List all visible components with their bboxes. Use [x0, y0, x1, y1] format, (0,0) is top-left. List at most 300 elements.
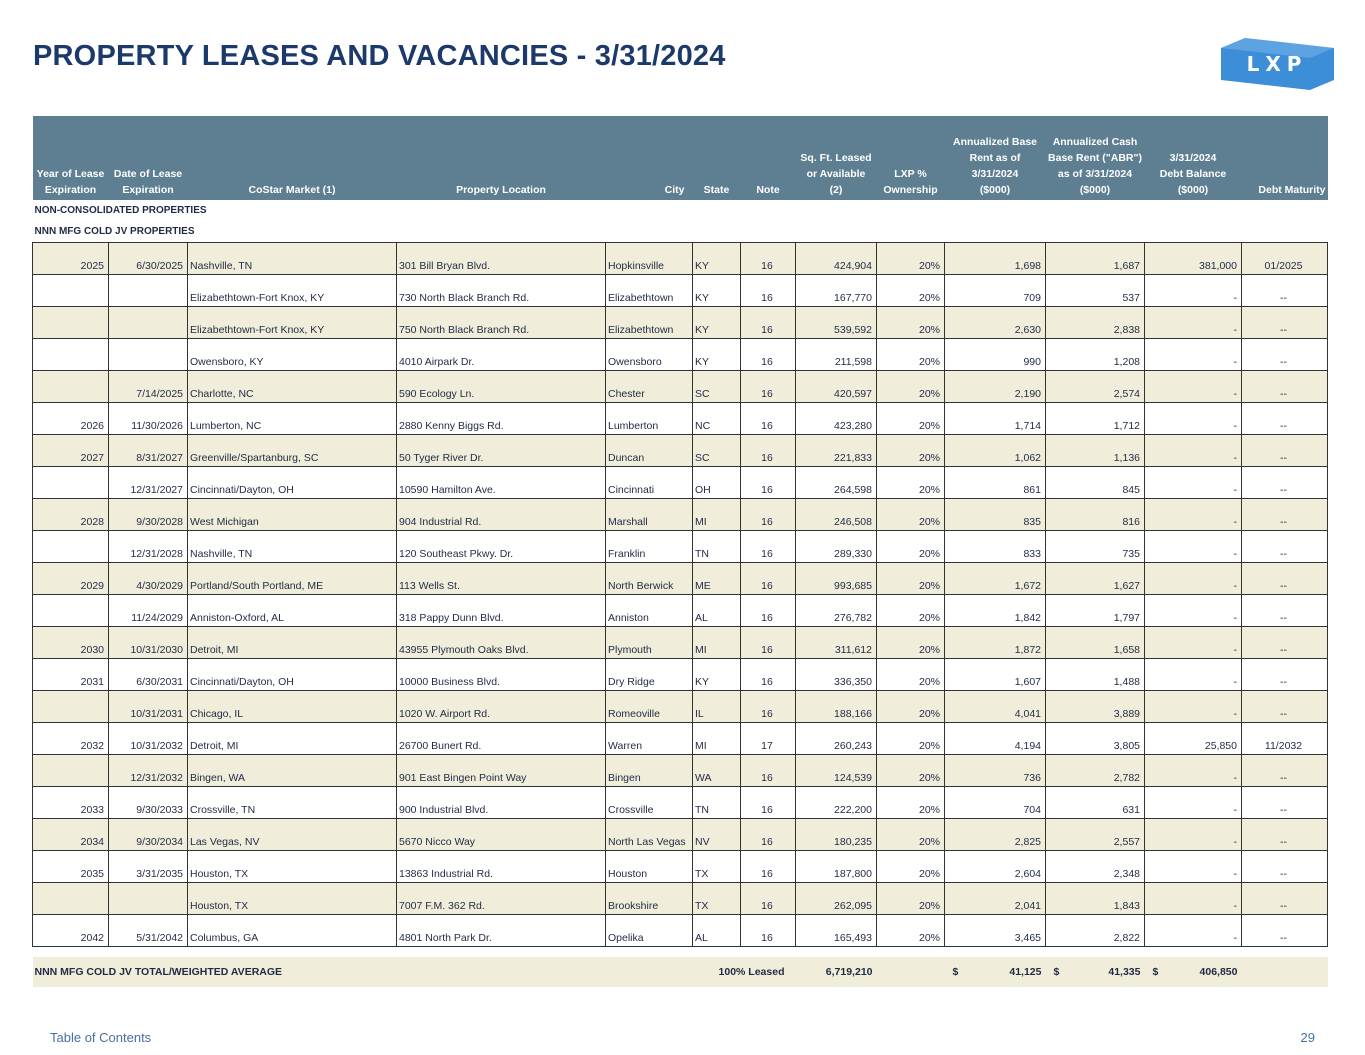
cell-note: 16: [741, 243, 796, 275]
table-row: [33, 659, 1328, 691]
cell-state: TX: [693, 851, 741, 883]
cell-property-location: 5670 Nicco Way: [397, 819, 606, 851]
cell-cash-abr: 2,822: [1046, 915, 1145, 947]
col-header-date: [109, 116, 188, 200]
cell-abr: 1,062: [945, 435, 1046, 467]
cell-costar-market: Detroit, MI: [188, 723, 397, 755]
cell-costar-market: Anniston-Oxford, AL: [188, 595, 397, 627]
cell-costar-market: Charlotte, NC: [188, 371, 397, 403]
table-row: [33, 595, 1328, 627]
cell-cash-abr: 1,658: [1046, 627, 1145, 659]
cell-note: 16: [741, 659, 796, 691]
cell-debt-balance: -: [1145, 851, 1242, 883]
cell-note: 16: [741, 499, 796, 531]
cell-city: Hopkinsville: [606, 243, 693, 275]
cell-lease-year: 2031: [33, 659, 109, 691]
cell-costar-market: Columbus, GA: [188, 915, 397, 947]
subsection-row: [33, 221, 1328, 243]
cell-ownership: 20%: [877, 851, 945, 883]
col-header-sqft: [796, 116, 877, 200]
table-row: [33, 339, 1328, 371]
cell-ownership: 20%: [877, 243, 945, 275]
cell-property-location: 120 Southeast Pkwy. Dr.: [397, 531, 606, 563]
cell-property-location: 10000 Business Blvd.: [397, 659, 606, 691]
cell-cash-abr: 2,782: [1046, 755, 1145, 787]
cell-sq-ft: 165,493: [796, 915, 877, 947]
cell-lease-date: 12/31/2027: [109, 467, 188, 499]
cell-cash-abr: 816: [1046, 499, 1145, 531]
cell-property-location: 10590 Hamilton Ave.: [397, 467, 606, 499]
col-header-ownership: [877, 116, 945, 200]
cell-state: KY: [693, 659, 741, 691]
cell-debt-balance: -: [1145, 563, 1242, 595]
cell-debt-balance: 381,000: [1145, 243, 1242, 275]
cell-lease-year: [33, 307, 109, 339]
cell-property-location: 901 East Bingen Point Way: [397, 755, 606, 787]
cell-property-location: 590 Ecology Ln.: [397, 371, 606, 403]
cell-debt-maturity: --: [1242, 531, 1328, 563]
cell-state: OH: [693, 467, 741, 499]
cell-costar-market: Greenville/Spartanburg, SC: [188, 435, 397, 467]
cell-note: 16: [741, 627, 796, 659]
cell-debt-balance: -: [1145, 915, 1242, 947]
cell-debt-maturity: 01/2025: [1242, 243, 1328, 275]
cell-sq-ft: 180,235: [796, 819, 877, 851]
cell-costar-market: Elizabethtown-Fort Knox, KY: [188, 307, 397, 339]
cell-debt-balance: -: [1145, 883, 1242, 915]
header-line: Annualized Cash: [1052, 136, 1138, 148]
cell-state: ME: [693, 563, 741, 595]
header-line: Debt Maturity: [1258, 184, 1326, 196]
cell-city: Crossville: [606, 787, 693, 819]
cell-property-location: 301 Bill Bryan Blvd.: [397, 243, 606, 275]
cell-city: Dry Ridge: [606, 659, 693, 691]
col-header-abr: [945, 116, 1046, 200]
cell-state: AL: [693, 915, 741, 947]
table-of-contents-link[interactable]: Table of Contents: [50, 1030, 152, 1045]
cell-debt-maturity: --: [1242, 339, 1328, 371]
table-row: [33, 371, 1328, 403]
total-abr-cell: [945, 957, 1046, 987]
header-line: 3/31/2024: [1169, 152, 1217, 164]
table-row: [33, 243, 1328, 275]
cell-costar-market: Las Vegas, NV: [188, 819, 397, 851]
cell-costar-market: Nashville, TN: [188, 531, 397, 563]
cell-note: 16: [741, 595, 796, 627]
header-line: Expiration: [44, 184, 97, 196]
cell-ownership: 20%: [877, 723, 945, 755]
cell-lease-date: [109, 307, 188, 339]
cell-lease-year: 2034: [33, 819, 109, 851]
cell-state: TN: [693, 787, 741, 819]
cell-abr: 2,630: [945, 307, 1046, 339]
table-row: [33, 723, 1328, 755]
table-header-row: [33, 116, 1328, 200]
cell-state: KY: [693, 339, 741, 371]
cell-sq-ft: 276,782: [796, 595, 877, 627]
cell-lease-year: [33, 755, 109, 787]
table-row: [33, 915, 1328, 947]
cell-debt-maturity: --: [1242, 851, 1328, 883]
table-row: [33, 563, 1328, 595]
cell-note: 16: [741, 691, 796, 723]
cell-property-location: 50 Tyger River Dr.: [397, 435, 606, 467]
cell-lease-year: [33, 339, 109, 371]
cell-cash-abr: 3,805: [1046, 723, 1145, 755]
cell-lease-date: 10/31/2032: [109, 723, 188, 755]
col-header-year: [33, 116, 109, 200]
cell-ownership: 20%: [877, 307, 945, 339]
table-row: [33, 307, 1328, 339]
cell-abr: 1,672: [945, 563, 1046, 595]
header-line: Ownership: [883, 184, 938, 196]
cell-property-location: 4010 Airpark Dr.: [397, 339, 606, 371]
header-line: Base Rent ("ABR"): [1048, 152, 1142, 164]
cell-sq-ft: 167,770: [796, 275, 877, 307]
cell-lease-year: 2033: [33, 787, 109, 819]
cell-city: Franklin: [606, 531, 693, 563]
cell-lease-date: 6/30/2025: [109, 243, 188, 275]
cell-lease-date: 11/24/2029: [109, 595, 188, 627]
cell-debt-balance: -: [1145, 755, 1242, 787]
cell-lease-date: 10/31/2030: [109, 627, 188, 659]
cell-ownership: 20%: [877, 595, 945, 627]
cell-state: SC: [693, 435, 741, 467]
section-label: NON-CONSOLIDATED PROPERTIES: [33, 200, 1328, 221]
cell-note: 16: [741, 787, 796, 819]
cell-debt-balance: -: [1145, 467, 1242, 499]
col-header-state: [693, 116, 741, 200]
cell-note: 16: [741, 307, 796, 339]
cell-lease-date: [109, 275, 188, 307]
cell-lease-year: [33, 531, 109, 563]
cell-note: 16: [741, 467, 796, 499]
cell-sq-ft: 423,280: [796, 403, 877, 435]
cell-sq-ft: 311,612: [796, 627, 877, 659]
cell-lease-year: 2035: [33, 851, 109, 883]
cell-lease-date: 9/30/2033: [109, 787, 188, 819]
cell-cash-abr: 735: [1046, 531, 1145, 563]
cell-debt-balance: -: [1145, 627, 1242, 659]
cell-lease-date: 4/30/2029: [109, 563, 188, 595]
cell-sq-ft: 262,095: [796, 883, 877, 915]
cell-note: 16: [741, 883, 796, 915]
total-leased-text: 100% Leased: [718, 966, 785, 978]
col-header-note: [741, 116, 796, 200]
cell-lease-year: 2030: [33, 627, 109, 659]
cell-lease-year: [33, 275, 109, 307]
cell-cash-abr: 1,843: [1046, 883, 1145, 915]
header-line: Property Location: [456, 184, 546, 196]
cell-lease-date: 12/31/2028: [109, 531, 188, 563]
table-row: [33, 755, 1328, 787]
cell-debt-maturity: --: [1242, 691, 1328, 723]
cell-property-location: 2880 Kenny Biggs Rd.: [397, 403, 606, 435]
cell-state: NC: [693, 403, 741, 435]
cell-lease-year: [33, 467, 109, 499]
cell-abr: 861: [945, 467, 1046, 499]
page-number: 29: [1300, 1030, 1315, 1045]
cell-sq-ft: 124,539: [796, 755, 877, 787]
cell-sq-ft: 211,598: [796, 339, 877, 371]
cell-costar-market: Owensboro, KY: [188, 339, 397, 371]
cell-lease-date: [109, 339, 188, 371]
cell-state: KY: [693, 275, 741, 307]
cell-sq-ft: 188,166: [796, 691, 877, 723]
col-header-city: [606, 116, 693, 200]
cell-debt-maturity: --: [1242, 659, 1328, 691]
header-line: Rent as of: [969, 152, 1021, 164]
cell-costar-market: Cincinnati/Dayton, OH: [188, 659, 397, 691]
cell-debt-maturity: --: [1242, 467, 1328, 499]
header-line: ($000): [1079, 184, 1111, 196]
cell-note: 16: [741, 819, 796, 851]
cell-city: Houston: [606, 851, 693, 883]
cell-note: 16: [741, 435, 796, 467]
cell-ownership: 20%: [877, 915, 945, 947]
cell-debt-balance: -: [1145, 691, 1242, 723]
cell-lease-date: 6/30/2031: [109, 659, 188, 691]
cell-lease-year: 2025: [33, 243, 109, 275]
table-row: [33, 851, 1328, 883]
cell-abr: 704: [945, 787, 1046, 819]
cell-city: Anniston: [606, 595, 693, 627]
cell-note: 16: [741, 915, 796, 947]
table-row: [33, 531, 1328, 563]
cell-cash-abr: 845: [1046, 467, 1145, 499]
cell-sq-ft: 289,330: [796, 531, 877, 563]
table-row: [33, 275, 1328, 307]
cell-debt-balance: -: [1145, 371, 1242, 403]
cell-lease-year: 2026: [33, 403, 109, 435]
cell-debt-maturity: --: [1242, 755, 1328, 787]
cell-state: SC: [693, 371, 741, 403]
cell-note: 16: [741, 275, 796, 307]
cell-property-location: 7007 F.M. 362 Rd.: [397, 883, 606, 915]
cell-note: 16: [741, 371, 796, 403]
cell-costar-market: Bingen, WA: [188, 755, 397, 787]
cell-debt-balance: -: [1145, 499, 1242, 531]
cell-lease-year: 2028: [33, 499, 109, 531]
cell-city: Elizabethtown: [606, 275, 693, 307]
cell-city: Lumberton: [606, 403, 693, 435]
cell-state: TX: [693, 883, 741, 915]
header-line: (2): [829, 184, 843, 196]
cell-abr: 2,041: [945, 883, 1046, 915]
total-abr-currency: $: [952, 966, 959, 978]
property-leases-table: [32, 116, 1328, 987]
cell-sq-ft: 336,350: [796, 659, 877, 691]
cell-lease-date: 5/31/2042: [109, 915, 188, 947]
cell-sq-ft: 993,685: [796, 563, 877, 595]
cell-costar-market: Cincinnati/Dayton, OH: [188, 467, 397, 499]
cell-property-location: 13863 Industrial Rd.: [397, 851, 606, 883]
cell-ownership: 20%: [877, 787, 945, 819]
cell-property-location: 750 North Black Branch Rd.: [397, 307, 606, 339]
cell-cash-abr: 3,889: [1046, 691, 1145, 723]
cell-debt-balance: -: [1145, 403, 1242, 435]
cell-lease-date: 3/31/2035: [109, 851, 188, 883]
cell-city: Elizabethtown: [606, 307, 693, 339]
cell-ownership: 20%: [877, 691, 945, 723]
cell-cash-abr: 1,208: [1046, 339, 1145, 371]
cell-sq-ft: 187,800: [796, 851, 877, 883]
cell-costar-market: Houston, TX: [188, 851, 397, 883]
table-row: [33, 787, 1328, 819]
cell-property-location: 43955 Plymouth Oaks Blvd.: [397, 627, 606, 659]
header-line: 3/31/2024: [971, 168, 1019, 180]
cell-debt-maturity: 11/2032: [1242, 723, 1328, 755]
table-row: [33, 883, 1328, 915]
cell-state: KY: [693, 307, 741, 339]
cell-sq-ft: 424,904: [796, 243, 877, 275]
table-row: [33, 819, 1328, 851]
total-debt: 406,850: [1199, 966, 1238, 978]
cell-sq-ft: 222,200: [796, 787, 877, 819]
cell-debt-balance: -: [1145, 787, 1242, 819]
header-line: as of 3/31/2024: [1057, 168, 1133, 180]
cell-lease-date: 12/31/2032: [109, 755, 188, 787]
cell-cash-abr: 2,574: [1046, 371, 1145, 403]
cell-lease-date: 8/31/2027: [109, 435, 188, 467]
cell-state: MI: [693, 723, 741, 755]
cell-abr: 4,194: [945, 723, 1046, 755]
cell-ownership: 20%: [877, 403, 945, 435]
total-debt-currency: $: [1152, 966, 1159, 978]
cell-property-location: 904 Industrial Rd.: [397, 499, 606, 531]
cell-state: WA: [693, 755, 741, 787]
cell-debt-maturity: --: [1242, 595, 1328, 627]
cell-lease-date: 7/14/2025: [109, 371, 188, 403]
cell-sq-ft: 260,243: [796, 723, 877, 755]
cell-city: Romeoville: [606, 691, 693, 723]
header-line: Debt Balance: [1159, 168, 1227, 180]
cell-lease-year: 2042: [33, 915, 109, 947]
cell-ownership: 20%: [877, 563, 945, 595]
cell-state: AL: [693, 595, 741, 627]
table-row: [33, 435, 1328, 467]
header-line: Year of Lease: [36, 168, 105, 180]
cell-ownership: 20%: [877, 275, 945, 307]
cell-debt-balance: -: [1145, 595, 1242, 627]
section-row: [33, 200, 1328, 221]
cell-costar-market: West Michigan: [188, 499, 397, 531]
cell-abr: 3,465: [945, 915, 1046, 947]
cell-cash-abr: 1,136: [1046, 435, 1145, 467]
cell-costar-market: Portland/South Portland, ME: [188, 563, 397, 595]
logo-text: LXP: [1246, 52, 1308, 76]
cell-lease-year: [33, 595, 109, 627]
cell-city: North Berwick: [606, 563, 693, 595]
total-ownership: [877, 957, 945, 987]
subsection-label: NNN MFG COLD JV PROPERTIES: [33, 221, 1328, 243]
col-header-debt-maturity: [1242, 116, 1328, 200]
cell-abr: 990: [945, 339, 1046, 371]
table-row: [33, 499, 1328, 531]
cell-note: 16: [741, 403, 796, 435]
cell-debt-balance: -: [1145, 531, 1242, 563]
cell-cash-abr: 1,712: [1046, 403, 1145, 435]
cell-city: North Las Vegas: [606, 819, 693, 851]
cell-abr: 1,872: [945, 627, 1046, 659]
cell-cash-abr: 2,838: [1046, 307, 1145, 339]
table-row: [33, 467, 1328, 499]
cell-city: Duncan: [606, 435, 693, 467]
cell-cash-abr: 631: [1046, 787, 1145, 819]
header-line: Expiration: [122, 184, 174, 196]
cell-lease-date: 11/30/2026: [109, 403, 188, 435]
total-leased: [718, 957, 877, 987]
cell-abr: 709: [945, 275, 1046, 307]
cell-city: Chester: [606, 371, 693, 403]
total-cash-cell: [1046, 957, 1145, 987]
cell-costar-market: Crossville, TN: [188, 787, 397, 819]
cell-ownership: 20%: [877, 659, 945, 691]
cell-debt-maturity: --: [1242, 275, 1328, 307]
cell-cash-abr: 1,488: [1046, 659, 1145, 691]
cell-debt-balance: -: [1145, 307, 1242, 339]
cell-city: Cincinnati: [606, 467, 693, 499]
cell-lease-date: 10/31/2031: [109, 691, 188, 723]
cell-ownership: 20%: [877, 371, 945, 403]
header-line: Sq. Ft. Leased: [800, 152, 872, 164]
cell-abr: 1,714: [945, 403, 1046, 435]
cell-note: 16: [741, 755, 796, 787]
lxp-logo: [1221, 36, 1334, 92]
cell-abr: 835: [945, 499, 1046, 531]
total-maturity: [1242, 957, 1328, 987]
cell-abr: 2,604: [945, 851, 1046, 883]
cell-debt-maturity: --: [1242, 307, 1328, 339]
header-line: Date of Lease: [113, 168, 183, 180]
cell-debt-balance: -: [1145, 659, 1242, 691]
cell-debt-maturity: --: [1242, 403, 1328, 435]
total-cash-currency: $: [1053, 966, 1060, 978]
cell-city: Brookshire: [606, 883, 693, 915]
cell-city: Marshall: [606, 499, 693, 531]
cell-debt-maturity: --: [1242, 563, 1328, 595]
cell-property-location: 26700 Bunert Rd.: [397, 723, 606, 755]
cell-city: Warren: [606, 723, 693, 755]
cell-debt-maturity: --: [1242, 787, 1328, 819]
cell-costar-market: Elizabethtown-Fort Knox, KY: [188, 275, 397, 307]
col-header-cash-abr: [1046, 116, 1145, 200]
cell-sq-ft: 221,833: [796, 435, 877, 467]
cell-debt-maturity: --: [1242, 883, 1328, 915]
header-line: Annualized Base: [952, 136, 1038, 148]
cell-debt-balance: -: [1145, 275, 1242, 307]
header-line: or Available: [806, 168, 866, 180]
cell-lease-year: 2032: [33, 723, 109, 755]
header-line: ($000): [1177, 184, 1209, 196]
cell-abr: 4,041: [945, 691, 1046, 723]
cell-cash-abr: 1,687: [1046, 243, 1145, 275]
total-row: [33, 957, 1328, 987]
col-header-location: [397, 116, 606, 200]
header-line: ($000): [979, 184, 1011, 196]
table-row: [33, 691, 1328, 723]
cell-debt-maturity: --: [1242, 499, 1328, 531]
cell-ownership: 20%: [877, 627, 945, 659]
cell-state: MI: [693, 499, 741, 531]
cell-note: 16: [741, 851, 796, 883]
cell-abr: 2,190: [945, 371, 1046, 403]
total-label: NNN MFG COLD JV TOTAL/WEIGHTED AVERAGE: [33, 957, 741, 987]
cell-lease-date: [109, 883, 188, 915]
cell-property-location: 1020 W. Airport Rd.: [397, 691, 606, 723]
cell-note: 16: [741, 339, 796, 371]
cell-state: TN: [693, 531, 741, 563]
